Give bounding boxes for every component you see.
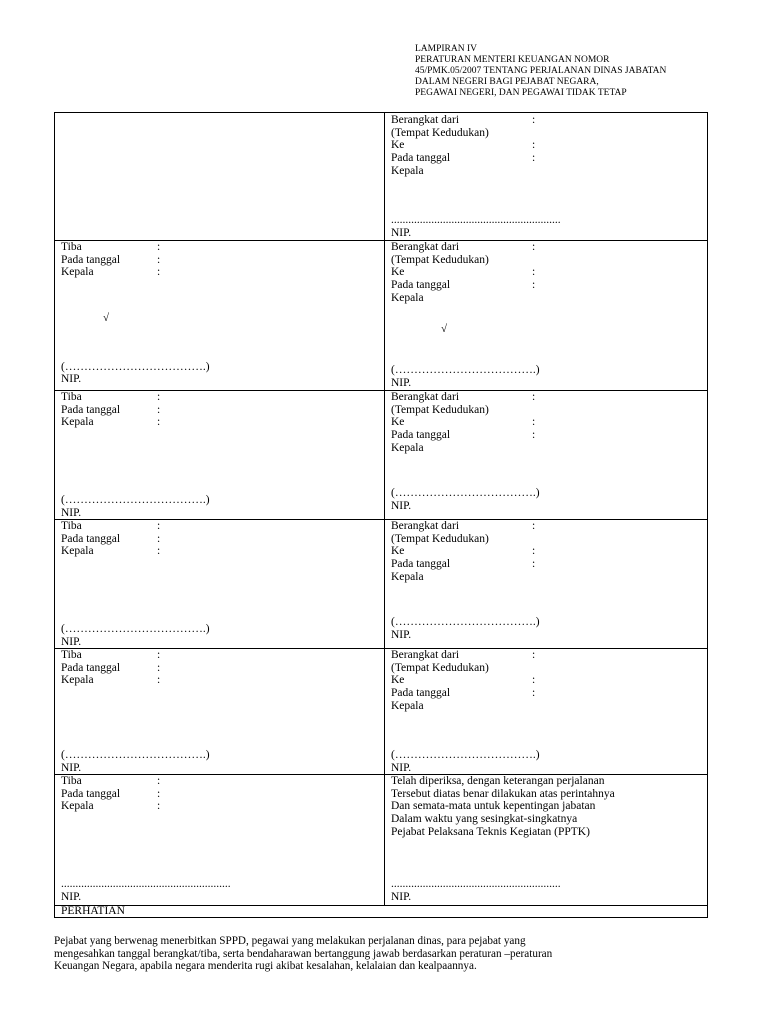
- document-header: [415, 44, 666, 99]
- colon: :: [532, 139, 536, 152]
- head-label: Kepala: [391, 570, 424, 583]
- nip-label: NIP.: [391, 891, 412, 903]
- head-label: Kepala: [61, 674, 94, 687]
- colon: :: [532, 241, 536, 253]
- head-label: Kepala: [61, 266, 94, 279]
- colon: :: [157, 545, 161, 558]
- departure-from-label: Berangkat dari: [391, 520, 460, 532]
- date-label: Pada tanggal: [391, 152, 451, 165]
- signature-dotted-line: ...........................................................: [61, 878, 231, 890]
- departure-from-label: Berangkat dari: [391, 241, 460, 253]
- destination-label: Ke: [391, 266, 405, 279]
- verification-line-2: Tersebut diatas benar dilakukan atas perintahnya: [391, 787, 615, 800]
- nip-label: NIP.: [391, 377, 412, 389]
- checkmark-icon: √: [103, 312, 110, 324]
- signature-parentheses: (……………………………….): [61, 494, 210, 506]
- head-label: Kepala: [61, 416, 94, 429]
- colon: :: [532, 391, 536, 403]
- arrival-label: Tiba: [61, 520, 82, 532]
- signature-dotted-line: ...........................................................: [391, 878, 561, 890]
- checkmark-icon: √: [441, 323, 448, 335]
- arrival-label: Tiba: [61, 241, 82, 253]
- arrival-block-2: [61, 241, 361, 279]
- destination-label: Ke: [391, 545, 405, 558]
- nip-label: NIP.: [61, 762, 82, 774]
- sppd-form-table: [54, 112, 708, 918]
- perhatian-row: [55, 905, 707, 919]
- verification-line-4: Dalam waktu yang sesingkat-singkatnya: [391, 813, 578, 826]
- header-line-4: DALAM NEGERI BAGI PEJABAT NEGARA,: [415, 77, 599, 87]
- nip-label: NIP.: [391, 227, 412, 239]
- colon: :: [157, 416, 161, 429]
- home-base-label: (Tempat Kedudukan): [391, 126, 489, 139]
- nip-label: NIP.: [391, 762, 412, 774]
- departure-block-4: [391, 520, 701, 583]
- signature-parentheses: (……………………………….): [391, 749, 540, 761]
- footer-notice: [54, 935, 634, 973]
- destination-label: Ke: [391, 416, 405, 429]
- colon: :: [157, 241, 161, 253]
- signature-parentheses: (……………………………….): [391, 487, 540, 499]
- date-label: Pada tanggal: [391, 687, 451, 700]
- header-line-1: LAMPIRAN IV: [415, 44, 478, 54]
- arrival-label: Tiba: [61, 649, 82, 661]
- departure-block-5: [391, 649, 701, 712]
- departure-from-label: Berangkat dari: [391, 391, 460, 403]
- colon: :: [157, 800, 161, 813]
- date-label: Pada tanggal: [391, 279, 451, 292]
- arrival-label: Tiba: [61, 775, 82, 787]
- head-label: Kepala: [391, 164, 424, 177]
- departure-block-2: [391, 241, 701, 304]
- nip-label: NIP.: [391, 629, 412, 641]
- nip-label: NIP.: [61, 891, 82, 903]
- signature-parentheses: (……………………………….): [61, 361, 210, 373]
- colon: :: [157, 391, 161, 403]
- footer-line-3: Keuangan Negara, apabila negara menderita rugi akibat kesalahan, kelalaian dan kealpaannya.: [54, 960, 477, 973]
- colon: :: [157, 253, 161, 266]
- home-base-label: (Tempat Kedudukan): [391, 253, 489, 266]
- date-label: Pada tanggal: [61, 403, 121, 416]
- head-label: Kepala: [61, 545, 94, 558]
- date-label: Pada tanggal: [391, 429, 451, 442]
- colon: :: [532, 279, 536, 292]
- arrival-block-3: [61, 391, 361, 429]
- departure-from-label: Berangkat dari: [391, 114, 460, 126]
- destination-label: Ke: [391, 674, 405, 687]
- colon: :: [157, 403, 161, 416]
- arrival-label: Tiba: [61, 391, 82, 403]
- form-row-3: [55, 390, 707, 520]
- signature-parentheses: (……………………………….): [61, 749, 210, 761]
- departure-from-label: Berangkat dari: [391, 649, 460, 661]
- verification-block: [391, 775, 707, 838]
- nip-label: NIP.: [391, 500, 412, 512]
- home-base-label: (Tempat Kedudukan): [391, 532, 489, 545]
- home-base-label: (Tempat Kedudukan): [391, 661, 489, 674]
- nip-label: NIP.: [61, 373, 82, 385]
- header-line-2: PERATURAN MENTERI KEUANGAN NOMOR: [415, 55, 610, 65]
- header-line-3: 45/PMK.05/2007 TENTANG PERJALANAN DINAS JABATAN: [415, 66, 667, 76]
- form-row-6: [55, 774, 707, 906]
- colon: :: [532, 152, 536, 165]
- form-row-4: [55, 519, 707, 649]
- colon: :: [532, 429, 536, 442]
- date-label: Pada tanggal: [61, 661, 121, 674]
- destination-label: Ke: [391, 139, 405, 152]
- verification-line-3: Dan semata-mata untuk kepentingan jabatan: [391, 800, 596, 813]
- head-label: Kepala: [391, 291, 424, 304]
- colon: :: [532, 114, 536, 126]
- date-label: Pada tanggal: [61, 787, 121, 800]
- colon: :: [532, 416, 536, 429]
- head-label: Kepala: [391, 699, 424, 712]
- colon: :: [157, 520, 161, 532]
- form-row-5: [55, 648, 707, 775]
- head-label: Kepala: [61, 800, 94, 813]
- verification-line-5: Pejabat Pelaksana Teknis Kegiatan (PPTK): [391, 825, 590, 838]
- colon: :: [532, 649, 536, 661]
- departure-block-3: [391, 391, 701, 454]
- colon: :: [157, 532, 161, 545]
- form-row-1: [55, 113, 707, 240]
- signature-parentheses: (……………………………….): [391, 364, 540, 376]
- colon: :: [532, 545, 536, 558]
- footer-line-1: Pejabat yang berwenag menerbitkan SPPD, pegawai yang melakukan perjalanan dinas, para pejabat yang: [54, 935, 526, 947]
- colon: :: [157, 649, 161, 661]
- head-label: Kepala: [391, 441, 424, 454]
- date-label: Pada tanggal: [391, 558, 451, 571]
- colon: :: [532, 266, 536, 279]
- date-label: Pada tanggal: [61, 253, 121, 266]
- colon: :: [157, 775, 161, 787]
- nip-label: NIP.: [61, 636, 82, 648]
- home-base-label: (Tempat Kedudukan): [391, 403, 489, 416]
- arrival-block-6: [61, 775, 361, 813]
- signature-dotted-line: ...........................................................: [391, 214, 561, 226]
- colon: :: [532, 687, 536, 700]
- colon: :: [532, 520, 536, 532]
- arrival-block-5: [61, 649, 361, 687]
- perhatian-label: PERHATIAN: [61, 905, 125, 917]
- colon: :: [532, 558, 536, 571]
- colon: :: [157, 674, 161, 687]
- colon: :: [157, 787, 161, 800]
- colon: :: [157, 661, 161, 674]
- colon: :: [532, 674, 536, 687]
- colon: :: [157, 266, 161, 279]
- form-row-2: [55, 240, 707, 391]
- departure-block-1: [391, 114, 701, 177]
- signature-parentheses: (……………………………….): [391, 616, 540, 628]
- header-line-5: PEGAWAI NEGERI, DAN PEGAWAI TIDAK TETAP: [415, 88, 627, 98]
- footer-line-2: mengesahkan tanggal berangkat/tiba, serta bendaharawan bertanggung jawab berdasarkan peraturan –peraturan: [54, 947, 553, 960]
- signature-parentheses: (……………………………….): [61, 623, 210, 635]
- date-label: Pada tanggal: [61, 532, 121, 545]
- verification-line-1: Telah diperiksa, dengan keterangan perjalanan: [391, 775, 605, 787]
- arrival-block-4: [61, 520, 361, 558]
- nip-label: NIP.: [61, 507, 82, 519]
